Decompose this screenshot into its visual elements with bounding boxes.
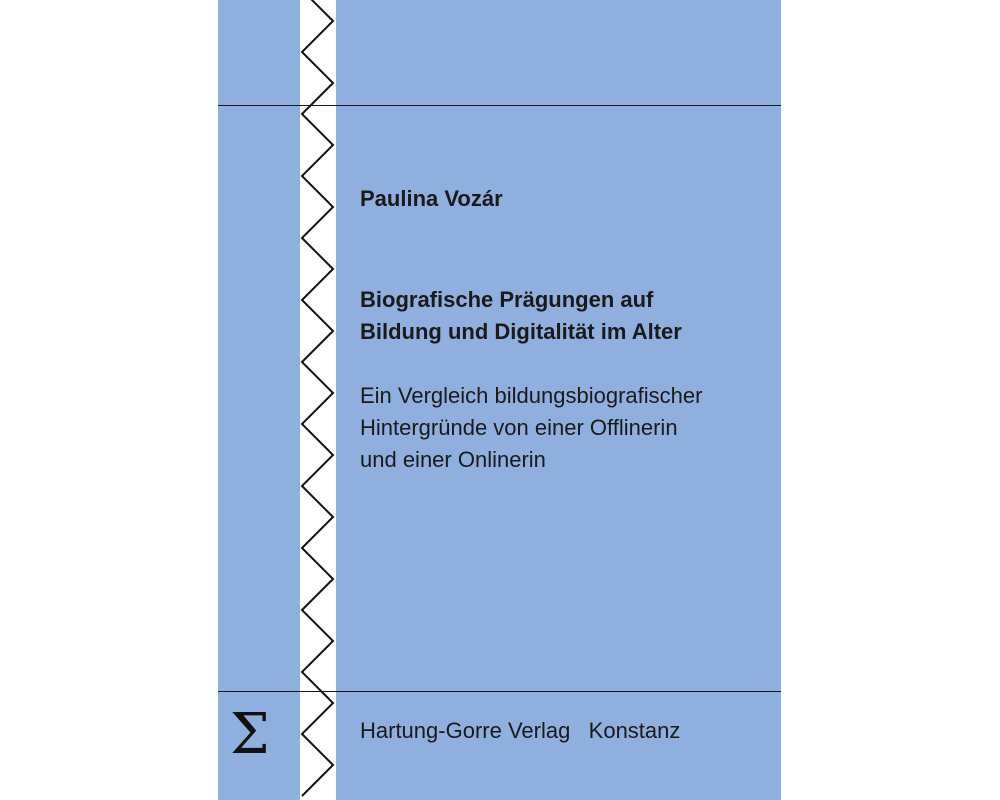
book-subtitle-line: Hintergründe von einer Offlinerin (360, 415, 678, 440)
book-subtitle (360, 380, 770, 476)
publisher-name: Hartung-Gorre Verlag Konstanz (360, 718, 681, 743)
bottom-divider-line (218, 691, 781, 692)
zigzag-strip (300, 0, 336, 800)
book-title (360, 284, 770, 348)
book-subtitle-line: und einer Onlinerin (360, 447, 546, 472)
book-subtitle-line: Ein Vergleich bildungsbiografischer (360, 383, 703, 408)
zigzag-line (302, 0, 333, 796)
publisher-logo-sigma-icon: Σ (230, 702, 270, 767)
author-name: Paulina Vozár (360, 186, 503, 211)
book-title-line: Biografische Prägungen auf (360, 287, 654, 312)
book-cover (218, 0, 781, 800)
zigzag-pattern (300, 0, 336, 800)
book-title-line: Bildung und Digitalität im Alter (360, 319, 682, 344)
top-divider-line (218, 105, 781, 106)
